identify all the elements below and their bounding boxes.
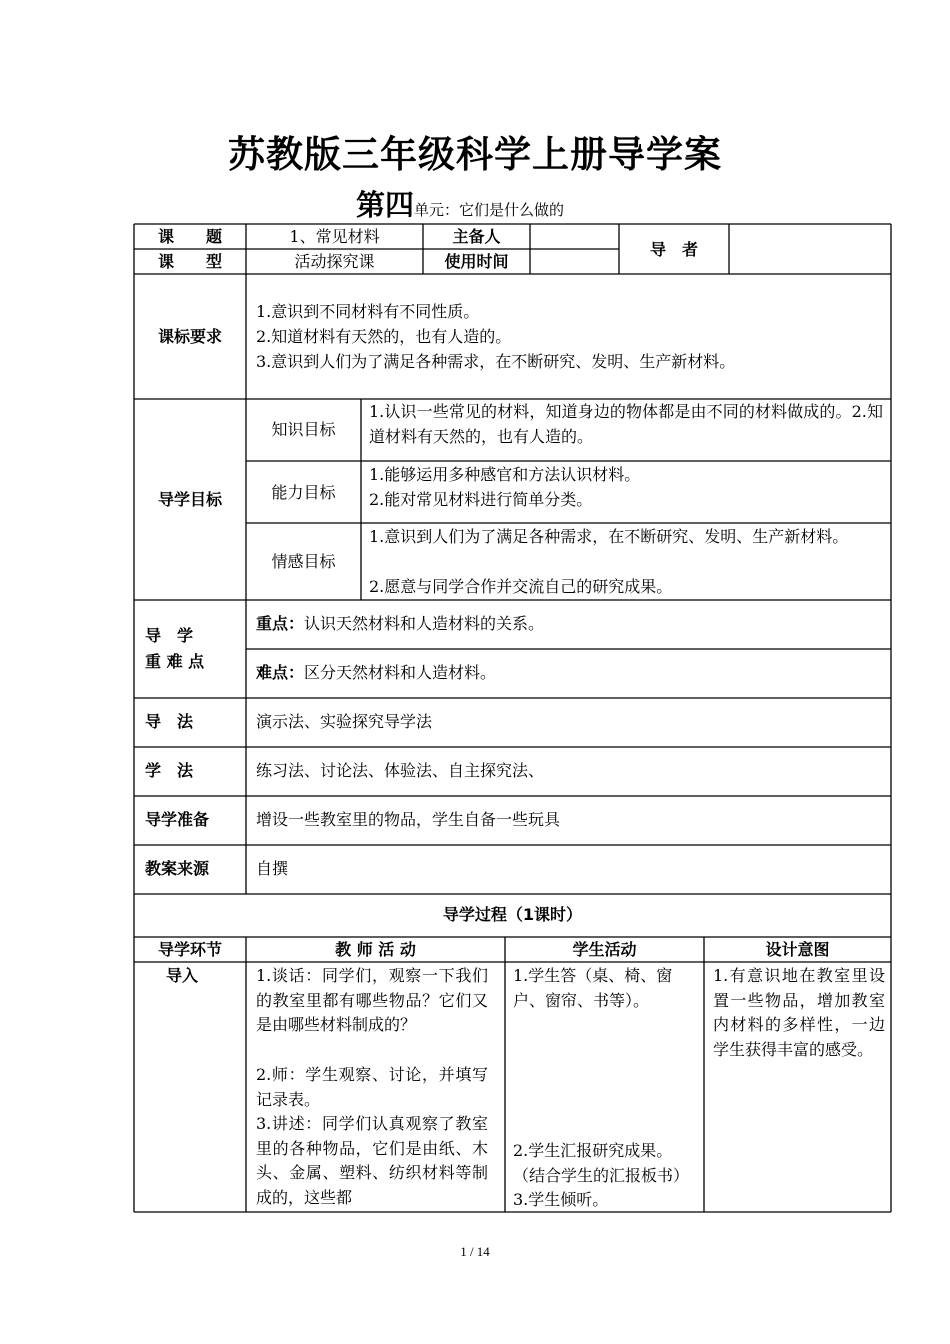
unit-number: 第四 — [356, 188, 415, 222]
teaching-method-label: 导 法 — [145, 712, 194, 731]
emotion-text-2: 2.愿意与同学合作并交流自己的研究成果。 — [369, 577, 673, 596]
preparation-label: 导学准备 — [145, 810, 210, 829]
type-value: 活动探究课 — [294, 252, 375, 271]
column-teacher: 教 师 活 动 — [335, 940, 416, 959]
teaching-method-value: 演示法、实验探究导学法 — [256, 712, 433, 731]
preparer-label: 主备人 — [452, 227, 501, 246]
ability-line-1: 1.能够运用多种感官和方法认识材料。 — [369, 465, 641, 484]
key-point — [256, 612, 544, 637]
document-title: 苏教版三年级科学上册导学案 — [228, 133, 722, 176]
student-activity-2: 2.学生汇报研究成果。（结合学生的汇报板书） — [513, 1141, 690, 1185]
ability-label: 能力目标 — [271, 483, 336, 502]
student-activity-1: 1.学生答（桌、椅、窗户、窗帘、书等）。 — [513, 966, 673, 1010]
emotion-text-1: 1.意识到人们为了满足各种需求，在不断研究、发明、生产新材料。 — [369, 527, 849, 546]
learning-method-label: 学 法 — [145, 761, 194, 780]
standards-line-2: 2.知道材料有天然的，也有人造的。 — [256, 327, 512, 346]
column-student: 学生活动 — [572, 940, 637, 959]
source-label: 教案来源 — [145, 859, 210, 878]
key-point-text: 认识天然材料和人造材料的关系。 — [304, 614, 545, 633]
objectives-label: 导学目标 — [157, 490, 222, 509]
keypoints-label-top: 导 学 — [145, 626, 194, 645]
page-number: 1 / 14 — [460, 1244, 490, 1259]
standards-line-1: 1.意识到不同材料有不同性质。 — [256, 302, 480, 321]
learning-method-value: 练习法、讨论法、体验法、自主探究法、 — [256, 761, 545, 780]
teacher-activity-1: 1.谈话：同学们，观察一下我们的教室里都有哪些物品？它们又是由哪些材料制成的？ — [256, 966, 488, 1034]
knowledge-label: 知识目标 — [271, 420, 336, 439]
ability-line-2: 2.能对常见材料进行简单分类。 — [369, 490, 593, 509]
standards-label: 课标要求 — [157, 327, 222, 346]
difficulty-point — [256, 661, 496, 686]
key-point-label: 重点： — [256, 614, 305, 633]
difficulty-text: 区分天然材料和人造材料。 — [304, 663, 497, 682]
knowledge-text: 1.认识一些常见的材料，知道身边的物体都是由不同的材料做成的。2.知道材料有天然的，也有人造的。 — [369, 402, 883, 446]
preparation-value: 增设一些教室里的物品，学生自备一些玩具 — [256, 810, 561, 829]
keypoints-label-bottom: 重 难 点 — [145, 652, 205, 671]
lesson-label: 课 题 — [157, 227, 222, 246]
student-activity-3: 3.学生倾听。 — [513, 1190, 609, 1209]
column-intent: 设计意图 — [765, 940, 830, 959]
unit-name: 单元：它们是什么做的 — [414, 201, 565, 219]
guide-label: 导 者 — [649, 240, 698, 259]
type-label: 课 型 — [157, 252, 222, 271]
teacher-activity-3: 3.讲述：同学们认真观察了教室里的各种物品，它们是由纸、木头、金属、塑料、纺织材料等制成的，这些都 — [256, 1114, 488, 1207]
stage-intro: 导入 — [165, 966, 198, 985]
difficulty-label: 难点： — [256, 663, 305, 682]
process-title: 导学过程（1课时） — [442, 905, 583, 924]
lesson-value: 1、常见材料 — [289, 227, 380, 246]
source-value: 自撰 — [256, 859, 289, 878]
design-intent: 1.有意识地在教室里设置一些物品，增加教室内材料的多样性，一边学生获得丰富的感受。 — [713, 966, 885, 1059]
teacher-activity-2: 2.师：学生观察、讨论，并填写记录表。 — [256, 1065, 488, 1109]
emotion-label: 情感目标 — [271, 552, 336, 571]
column-stage: 导学环节 — [157, 940, 222, 959]
standards-line-3: 3.意识到人们为了满足各种需求，在不断研究、发明、生产新材料。 — [256, 352, 736, 371]
unit-subtitle — [356, 183, 564, 224]
time-label: 使用时间 — [444, 252, 509, 271]
